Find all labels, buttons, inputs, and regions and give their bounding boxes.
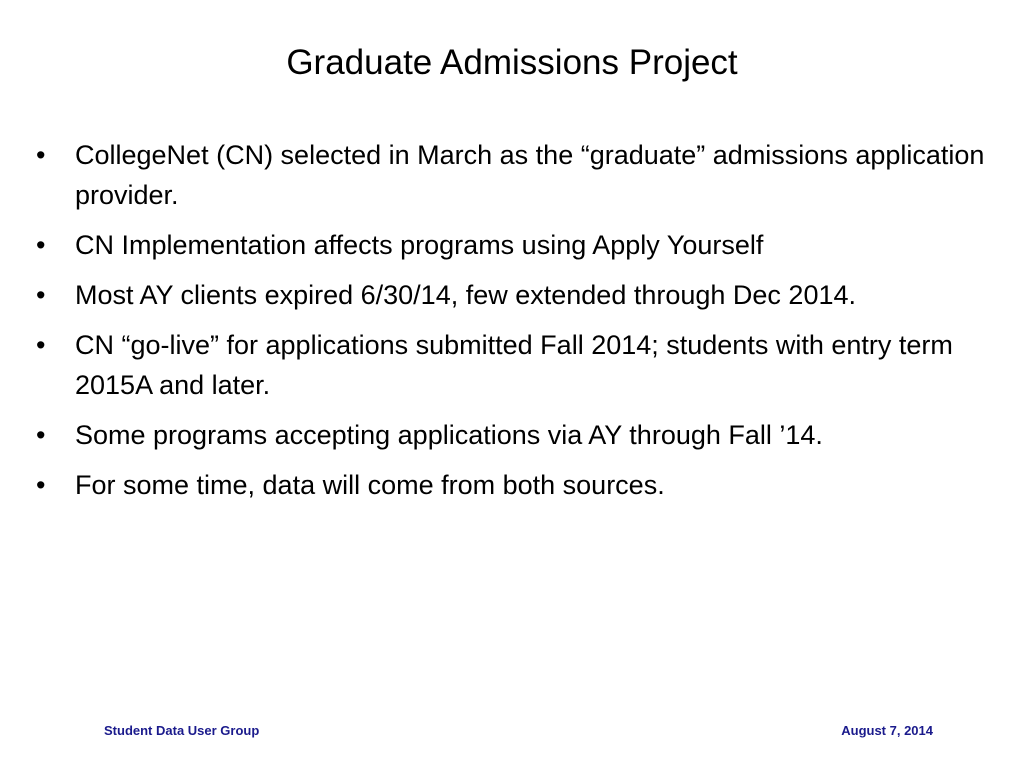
- bullet-item-4: [36, 325, 986, 405]
- bullet-item-3: [36, 275, 986, 315]
- bullet-icon: •: [36, 420, 46, 450]
- bullet-icon: •: [36, 330, 46, 360]
- bullet-item-1: [36, 135, 986, 215]
- bullet-item-2: [36, 225, 986, 265]
- bullet-text-3: Most AY clients expired 6/30/14, few extended through Dec 2014.: [75, 280, 856, 310]
- bullet-icon: •: [36, 470, 46, 500]
- footer-date: August 7, 2014: [841, 723, 933, 738]
- bullet-item-6: [36, 465, 986, 505]
- bullet-text-2: CN Implementation affects programs using Apply Yourself: [75, 230, 764, 260]
- bullet-list: [36, 135, 986, 515]
- footer-left-text: Student Data User Group: [104, 723, 260, 738]
- bullet-item-5: [36, 415, 986, 455]
- bullet-text-1: CollegeNet (CN) selected in March as the “graduate” admissions application provider.: [75, 140, 985, 210]
- slide-title: Graduate Admissions Project: [286, 43, 738, 82]
- bullet-text-6: For some time, data will come from both sources.: [75, 470, 665, 500]
- bullet-icon: •: [36, 230, 46, 260]
- bullet-text-5: Some programs accepting applications via AY through Fall ’14.: [75, 420, 823, 450]
- bullet-text-4: CN “go-live” for applications submitted Fall 2014; students with entry term 2015A and later.: [75, 330, 953, 400]
- bullet-icon: •: [36, 280, 46, 310]
- bullet-icon: •: [36, 140, 46, 170]
